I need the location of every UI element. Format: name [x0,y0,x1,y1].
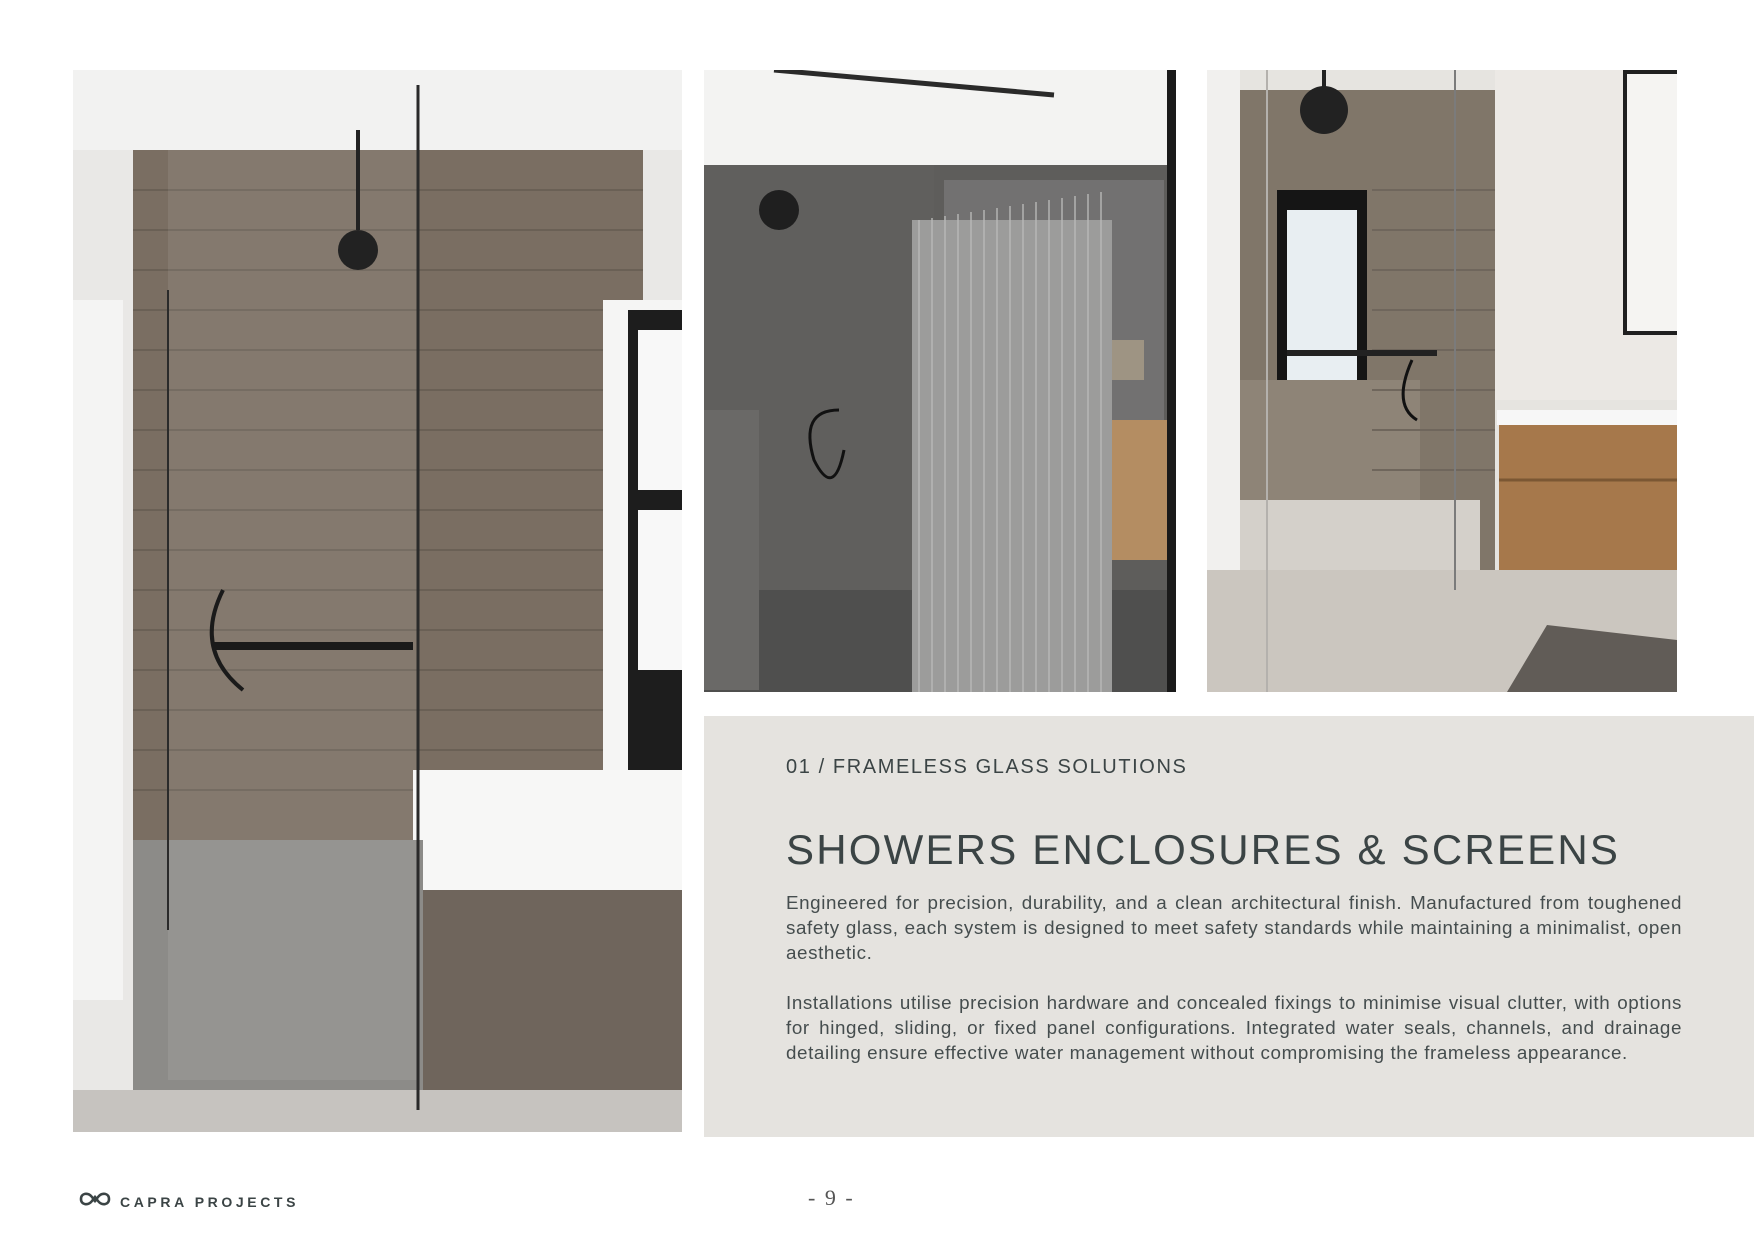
photo-corner-shower-enclosure [73,70,682,1132]
photo-walk-in-shower-panel [1207,70,1677,692]
body-paragraph-1: Engineered for precision, durability, and a clean architectural finish. Manufactured from toughened safety glass, each system is designed to meet safety standards while maintaining a minimalist, open aesthetic. [786,892,1682,963]
capra-logo-icon [78,1190,112,1213]
photo-fluted-glass-screen [704,70,1176,692]
page-number: - 9 - [808,1185,855,1210]
text-panel [704,716,1754,1137]
footer-brand [78,1190,299,1213]
brand-name: CAPRA PROJECTS [120,1193,300,1210]
section-heading: SHOWERS ENCLOSURES & SCREENS [786,826,1621,873]
section-kicker: 01 / FRAMELESS GLASS SOLUTIONS [786,756,1188,778]
body-paragraph-2: Installations utilise precision hardware and concealed fixings to minimise visual clutter, with options for hinged, sliding, or fixed panel configurations. Integrated water seals, channels, and drainage detailing ensure effective water management without compromising the frameless appearance. [786,992,1682,1063]
